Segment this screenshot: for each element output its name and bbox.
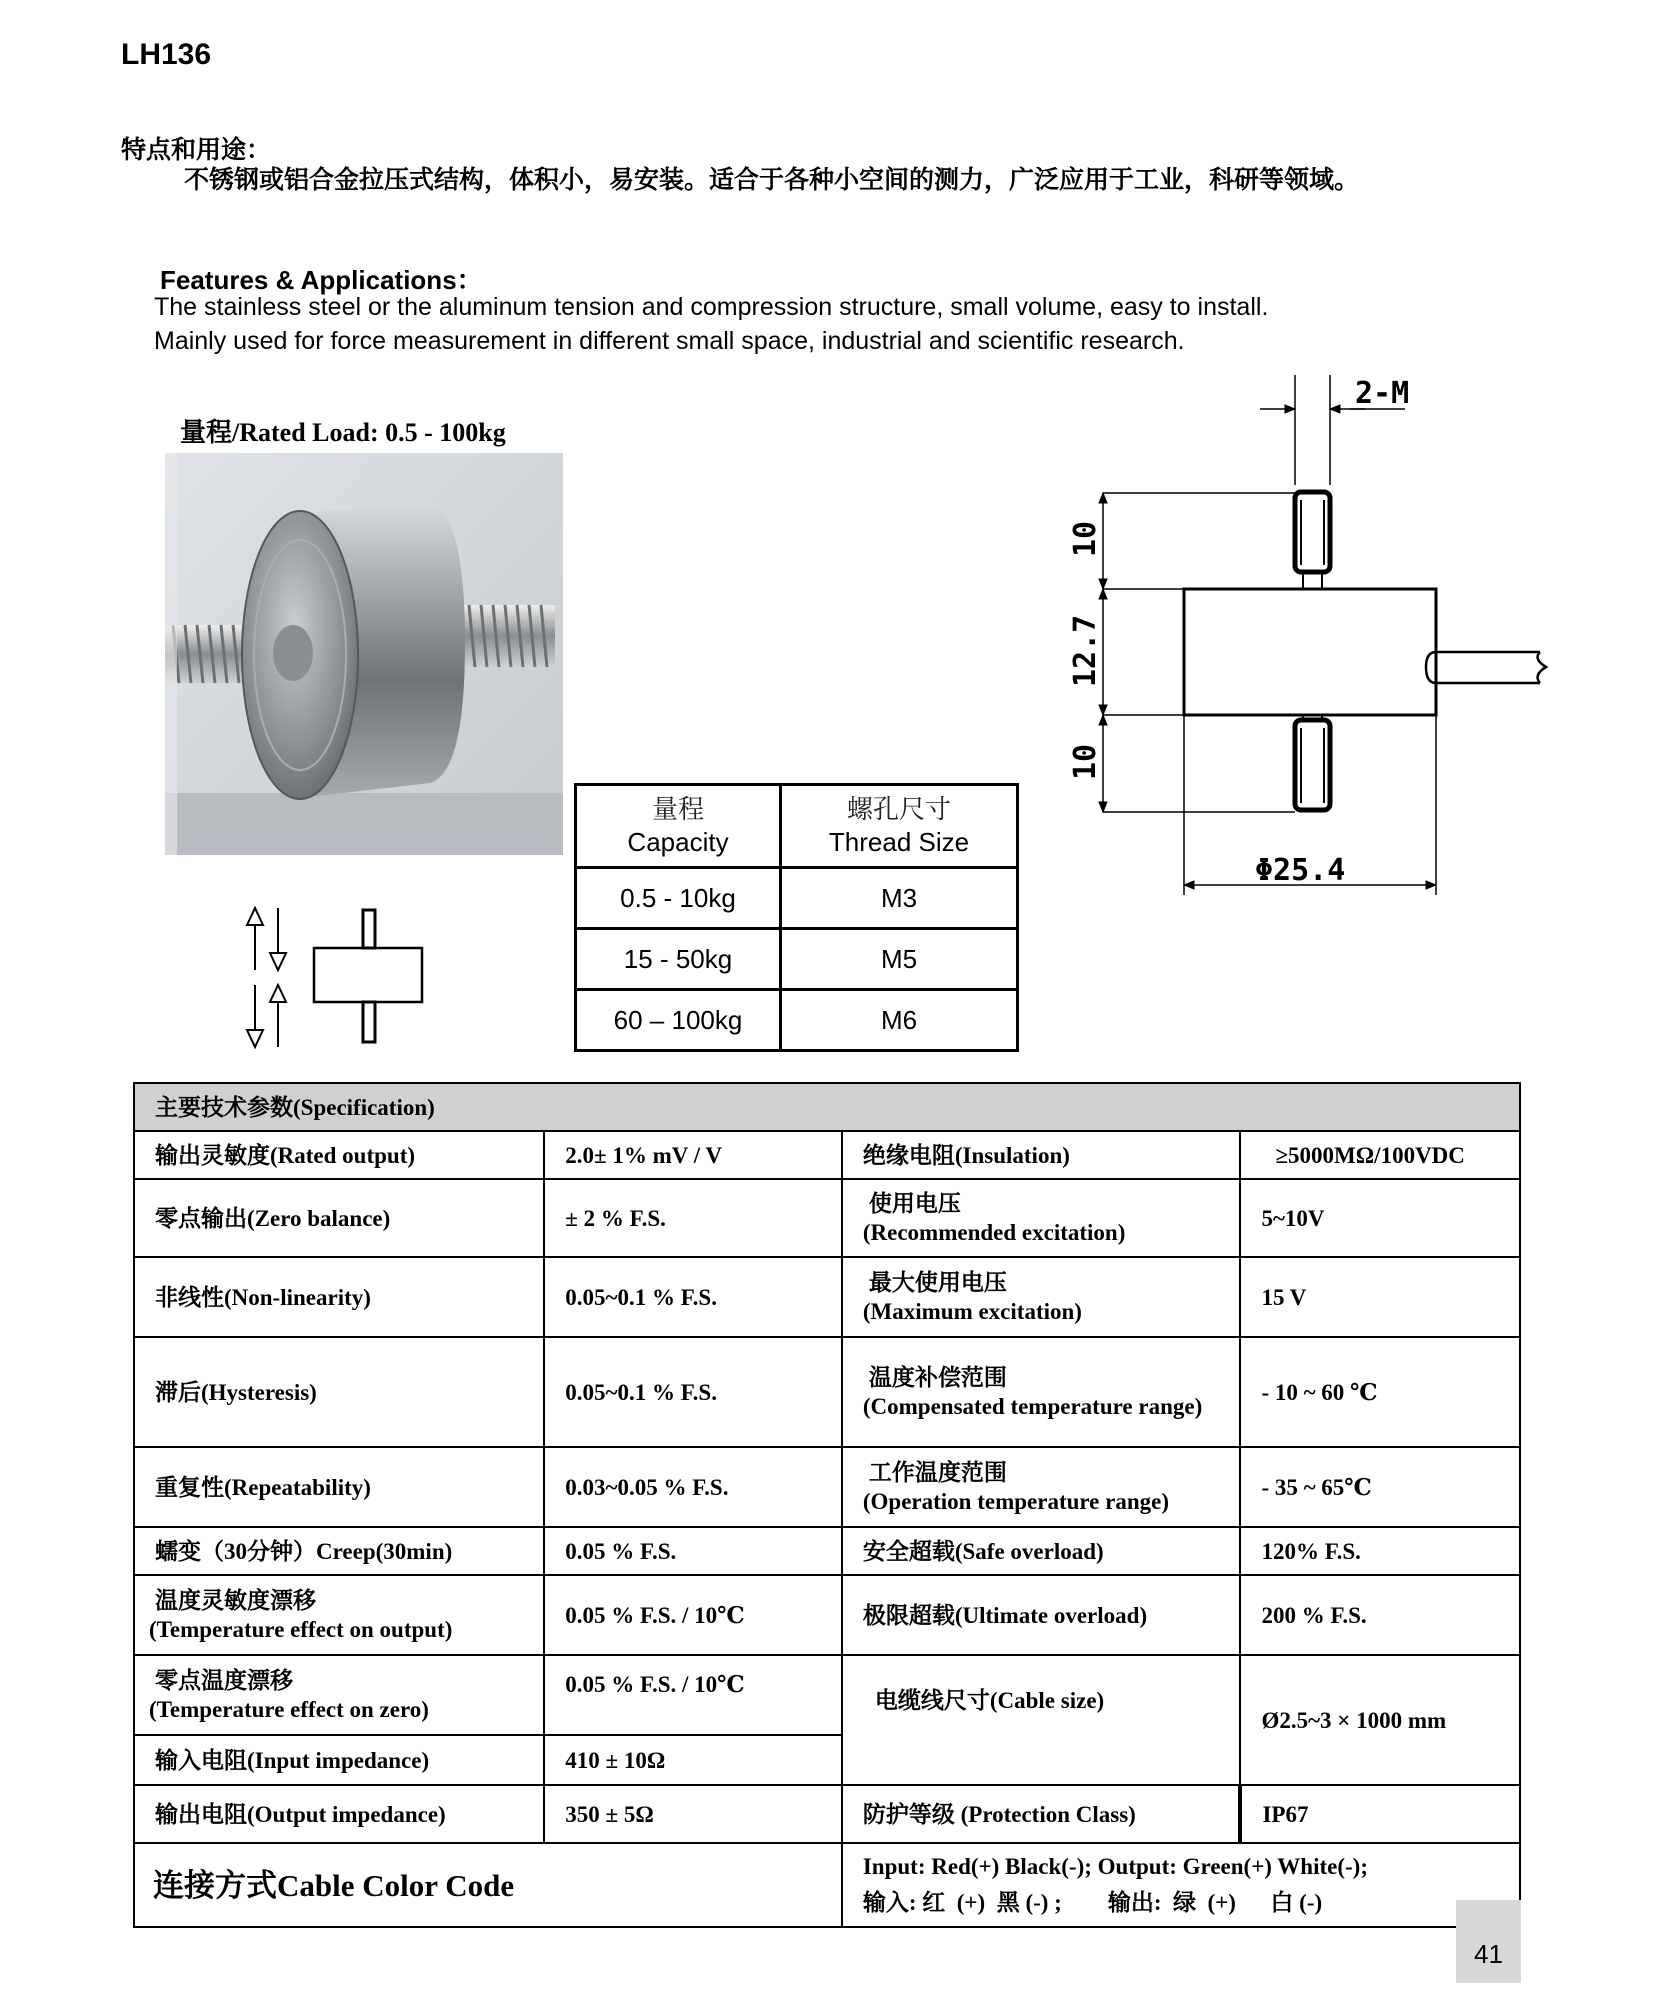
rated-load-label: 量程/Rated Load: 0.5 - 100kg (180, 418, 506, 447)
spec-value: Ø2.5~3 × 1000 mm (1240, 1655, 1520, 1785)
cable-color-zh: 输入: 红 (+) 黑 (-) ; 输出: 绿 (+) 白 (-) (862, 1890, 1323, 1915)
features-en-heading: Features & Applications： (160, 265, 483, 295)
page-number: 41 (1456, 1900, 1521, 1983)
spec-label (134, 1655, 544, 1735)
table-row (576, 929, 1018, 990)
thread-cell: M3 (781, 868, 1018, 929)
features-en-line-2: Mainly used for force measurement in different small space, industrial and scientific research. (154, 327, 1185, 355)
spec-label: 零点输出(Zero balance) (134, 1179, 544, 1257)
table-row (134, 1447, 1520, 1527)
table-row (134, 1131, 1520, 1179)
cable-color-label: 连接方式Cable Color Code (134, 1843, 842, 1927)
spec-value: 120% F.S. (1240, 1527, 1520, 1575)
spec-label: 重复性(Repeatability) (134, 1447, 544, 1527)
spec-value: 0.05~0.1 % F.S. (544, 1257, 842, 1337)
spec-label-zh: 工作温度范围 (868, 1460, 1007, 1485)
spec-value: 410 ± 10Ω (544, 1735, 842, 1785)
table-row (134, 1527, 1520, 1575)
spec-value: 2.0± 1% mV / V (544, 1131, 842, 1179)
spec-label (842, 1447, 1241, 1527)
capacity-cell: 15 - 50kg (576, 929, 781, 990)
capacity-table (574, 783, 1019, 1052)
thread-dim-label: 2-M (1355, 376, 1410, 411)
features-zh-body: 不锈钢或铝合金拉压式结构，体积小，易安装。适合于各种小空间的测力，广泛应用于工业，科研等领域。 (184, 167, 1360, 194)
dim-mid-label: 12.7 (1068, 614, 1103, 687)
spec-label-en: (Temperature effect on zero) (149, 1697, 429, 1722)
spec-label-en: (Operation temperature range) (862, 1489, 1170, 1514)
spec-label: 防护等级 (Protection Class) (842, 1785, 1241, 1843)
thread-header-zh: 螺孔尺寸 (846, 795, 951, 825)
cable-color-row (134, 1843, 1520, 1927)
spec-value: 0.03~0.05 % F.S. (544, 1447, 842, 1527)
table-row (134, 1575, 1520, 1655)
spec-value: 15 V (1240, 1257, 1520, 1337)
features-zh-heading: 特点和用途： (121, 137, 272, 164)
spec-label (134, 1575, 544, 1655)
spec-value: 0.05 % F.S. (544, 1527, 842, 1575)
dim-top-label: 10 (1068, 520, 1103, 557)
table-row (576, 868, 1018, 929)
capacity-header-zh: 量程 (651, 795, 704, 825)
cable-color-values (842, 1843, 1520, 1927)
thread-header (781, 785, 1018, 868)
spec-value: ± 2 % F.S. (544, 1179, 842, 1257)
spec-label-en: (Compensated temperature range) (862, 1394, 1203, 1419)
spec-label-en: (Recommended excitation) (862, 1220, 1126, 1245)
spec-label: 输出灵敏度(Rated output) (134, 1131, 544, 1179)
spec-label-zh: 使用电压 (868, 1191, 961, 1216)
spec-table (133, 1082, 1521, 1928)
spec-title: 主要技术参数(Specification) (134, 1083, 1520, 1131)
spec-label-zh: 温度补偿范围 (868, 1365, 1007, 1390)
table-row (134, 1179, 1520, 1257)
table-row (134, 1257, 1520, 1337)
dimension-drawing (1055, 375, 1555, 905)
spec-label (842, 1179, 1241, 1257)
capacity-cell: 0.5 - 10kg (576, 868, 781, 929)
spec-value: - 35 ~ 65℃ (1240, 1447, 1520, 1527)
spec-label-en: (Temperature effect on output) (149, 1617, 453, 1642)
spec-label: 安全超载(Safe overload) (842, 1527, 1241, 1575)
table-row (134, 1337, 1520, 1447)
model-title: LH136 (121, 38, 212, 71)
spec-value: 350 ± 5Ω (544, 1785, 842, 1843)
spec-label: 蠕变（30分钟）Creep(30min) (134, 1527, 544, 1575)
spec-label-zh: 温度灵敏度漂移 (155, 1588, 316, 1613)
spec-label: 非线性(Non-linearity) (134, 1257, 544, 1337)
spec-label: 输出电阻(Output impedance) (134, 1785, 544, 1843)
spec-label (842, 1337, 1241, 1447)
table-row (134, 1785, 1520, 1843)
dim-bottom-label: 10 (1068, 743, 1103, 780)
spec-value: ≥5000MΩ/100VDC (1240, 1131, 1520, 1179)
spec-label: 滞后(Hysteresis) (134, 1337, 544, 1447)
table-row (576, 990, 1018, 1051)
spec-label: 电缆线尺寸(Cable size) (842, 1655, 1241, 1785)
spec-value: - 10 ~ 60 ℃ (1240, 1337, 1520, 1447)
spec-value: 5~10V (1240, 1179, 1520, 1257)
spec-label: 极限超载(Ultimate overload) (842, 1575, 1241, 1655)
thread-cell: M5 (781, 929, 1018, 990)
load-cell-photo-icon (165, 453, 563, 855)
spec-label-zh: 零点温度漂移 (155, 1668, 293, 1693)
spec-label: 输入电阻(Input impedance) (134, 1735, 544, 1785)
spec-label (842, 1257, 1241, 1337)
spec-value: 0.05 % F.S. / 10℃ (544, 1575, 842, 1655)
capacity-cell: 60 – 100kg (576, 990, 781, 1051)
thread-cell: M6 (781, 990, 1018, 1051)
spec-label: 绝缘电阻(Insulation) (842, 1131, 1241, 1179)
spec-value: 0.05 % F.S. / 10℃ (544, 1655, 842, 1735)
spec-value: 200 % F.S. (1240, 1575, 1520, 1655)
diameter-dim-label: Φ25.4 (1255, 853, 1346, 888)
capacity-header (576, 785, 781, 868)
spec-label-zh: 最大使用电压 (868, 1270, 1007, 1295)
spec-label-en: (Maximum excitation) (862, 1299, 1082, 1324)
table-row (134, 1655, 1520, 1735)
spec-value: 0.05~0.1 % F.S. (544, 1337, 842, 1447)
cable-color-en: Input: Red(+) Black(-); Output: Green(+) White(-); (862, 1854, 1368, 1879)
features-en-line-1: The stainless steel or the aluminum tension and compression structure, small volume, easy to install. (154, 293, 1269, 321)
spec-value: IP67 (1240, 1785, 1520, 1843)
thread-header-en: Thread Size (828, 827, 970, 857)
force-direction-diagram (240, 900, 440, 1055)
capacity-header-en: Capacity (627, 827, 729, 857)
product-photo (165, 453, 563, 855)
